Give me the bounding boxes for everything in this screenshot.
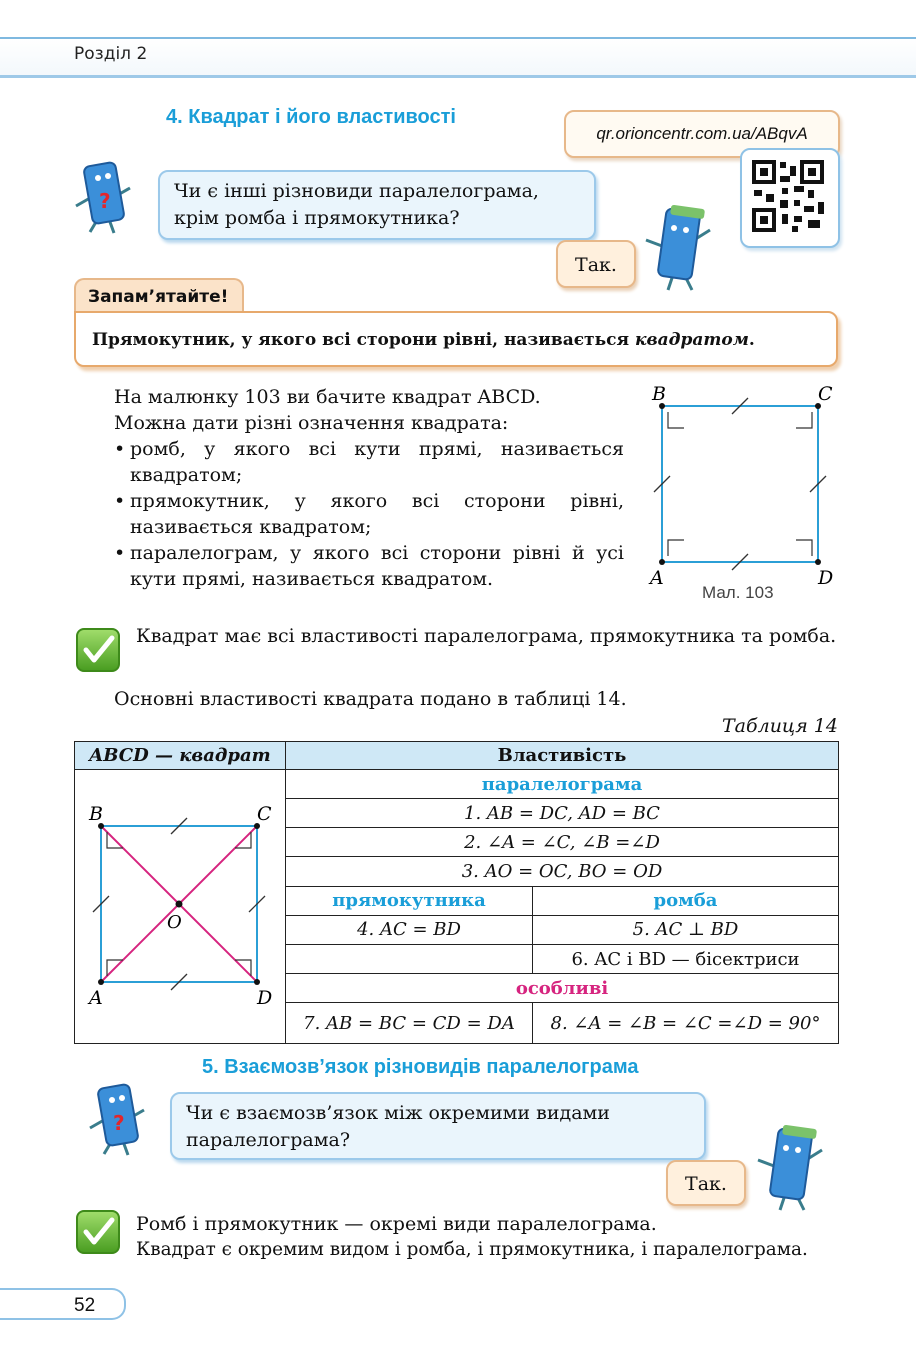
question-bubble: Чи є взаємозв’язок між окремими видами паралелограма? bbox=[170, 1092, 706, 1160]
vertex-a: A bbox=[650, 567, 664, 589]
center-o: O bbox=[167, 912, 182, 933]
category-rectangle: прямокутника bbox=[286, 886, 533, 915]
property-7: 7. AB = BC = CD = DA bbox=[286, 1003, 533, 1044]
table-header-property: Властивість bbox=[286, 742, 839, 770]
vertex-d: D bbox=[257, 987, 273, 1009]
table-caption: Таблиця 14 bbox=[722, 715, 838, 737]
remember-tab: Запам’ятайте! bbox=[74, 278, 244, 312]
property-3: 3. AO = OC, BO = OD bbox=[286, 857, 839, 886]
definition-item-text: прямокутник, у якого всі сторони рівні, називається квадратом; bbox=[130, 490, 624, 538]
definition-item-text: паралелограм, у якого всі сторони рівні й усі кути прямі, називається квадратом. bbox=[130, 542, 624, 590]
square-abcd bbox=[662, 406, 818, 562]
property-4: 4. AC = BD bbox=[286, 915, 533, 944]
phone-character-answer-icon bbox=[640, 200, 720, 292]
definition-item: • ромб, у якого всі кути прямі, називається квадратом; bbox=[114, 438, 624, 486]
intro-line-2: Можна дати різні означення квадрата: bbox=[114, 412, 509, 434]
definition-end: . bbox=[748, 330, 755, 350]
property-8: 8. ∠A = ∠B = ∠C =∠D = 90° bbox=[533, 1003, 839, 1044]
property-6: 6. AC і BD — бісектриси bbox=[533, 944, 839, 973]
remember-definition bbox=[74, 311, 838, 367]
qr-code-icon bbox=[742, 150, 834, 242]
properties-table bbox=[74, 741, 839, 1044]
property-2: 2. ∠A = ∠C, ∠B =∠D bbox=[286, 828, 839, 857]
phone-character-question-icon bbox=[72, 156, 142, 236]
definition-item: • паралелограм, у якого всі сторони рівні й усі кути прямі, називається квадратом. bbox=[114, 542, 624, 590]
vertex-b: B bbox=[89, 803, 103, 825]
empty-cell bbox=[286, 944, 533, 973]
section-title: 5. Взаємозв’язок різновидів паралелограма bbox=[202, 1056, 639, 1078]
category-parallelogram: паралелограма bbox=[286, 770, 839, 799]
vertex-d: D bbox=[818, 567, 834, 589]
definition-text: Прямокутник, у якого всі сторони рівні, називається bbox=[92, 330, 635, 350]
page-number: 52 bbox=[0, 1288, 126, 1320]
square-diagonals-figure bbox=[75, 770, 285, 1038]
vertex-b: B bbox=[652, 383, 666, 405]
category-special: особливі bbox=[286, 974, 839, 1003]
intro-line-1: На малюнку 103 ви бачите квадрат ABCD. bbox=[114, 386, 541, 408]
table-header-figure: ABCD — квадрат bbox=[75, 742, 286, 770]
checkmark-icon bbox=[76, 628, 120, 672]
fact-2 bbox=[136, 1211, 846, 1263]
definition-item: • прямокутник, у якого всі сторони рівні, називається квадратом; bbox=[114, 490, 624, 538]
phone-character-answer-icon bbox=[752, 1120, 832, 1212]
checkmark-icon bbox=[76, 1210, 120, 1254]
section-label: Розділ 2 bbox=[74, 44, 148, 64]
fact-1: Квадрат має всі властивості паралелограма, прямокутника та ромба. bbox=[136, 625, 837, 647]
svg-text:?: ? bbox=[113, 1111, 125, 1135]
section-title: 4. Квадрат і його властивості bbox=[166, 106, 456, 128]
answer-bubble: Так. bbox=[556, 240, 636, 288]
figure-caption: Мал. 103 bbox=[702, 583, 774, 602]
property-1: 1. AB = DC, AD = BC bbox=[286, 799, 839, 828]
qr-code[interactable] bbox=[740, 148, 840, 248]
intro-text bbox=[114, 384, 624, 592]
figure-103 bbox=[640, 380, 840, 604]
phone-character-question-icon bbox=[86, 1078, 156, 1158]
table-figure-cell bbox=[75, 770, 286, 1044]
answer-bubble: Так. bbox=[666, 1160, 746, 1206]
vertex-c: C bbox=[818, 383, 833, 405]
definition-item-text: ромб, у якого всі кути прямі, називається квадратом; bbox=[130, 438, 624, 486]
category-rhombus: ромба bbox=[533, 886, 839, 915]
property-5: 5. AC ⊥ BD bbox=[533, 915, 839, 944]
vertex-a: A bbox=[89, 987, 103, 1009]
question-bubble: Чи є інші різновиди паралелограма, крім ромба і прямокутника? bbox=[158, 170, 596, 240]
fact-2-line-2: Квадрат є окремим видом і ромба, і прямокутника, і паралелограма. bbox=[136, 1239, 808, 1260]
vertex-c: C bbox=[257, 803, 272, 825]
table-intro: Основні властивості квадрата подано в таблиці 14. bbox=[114, 688, 627, 710]
svg-text:?: ? bbox=[99, 189, 111, 213]
definition-term: квадратом bbox=[634, 330, 749, 350]
fact-2-line-1: Ромб і прямокутник — окремі види паралелограма. bbox=[136, 1213, 657, 1235]
qr-link[interactable]: qr.orioncentr.com.ua/ABqvA bbox=[564, 110, 840, 158]
